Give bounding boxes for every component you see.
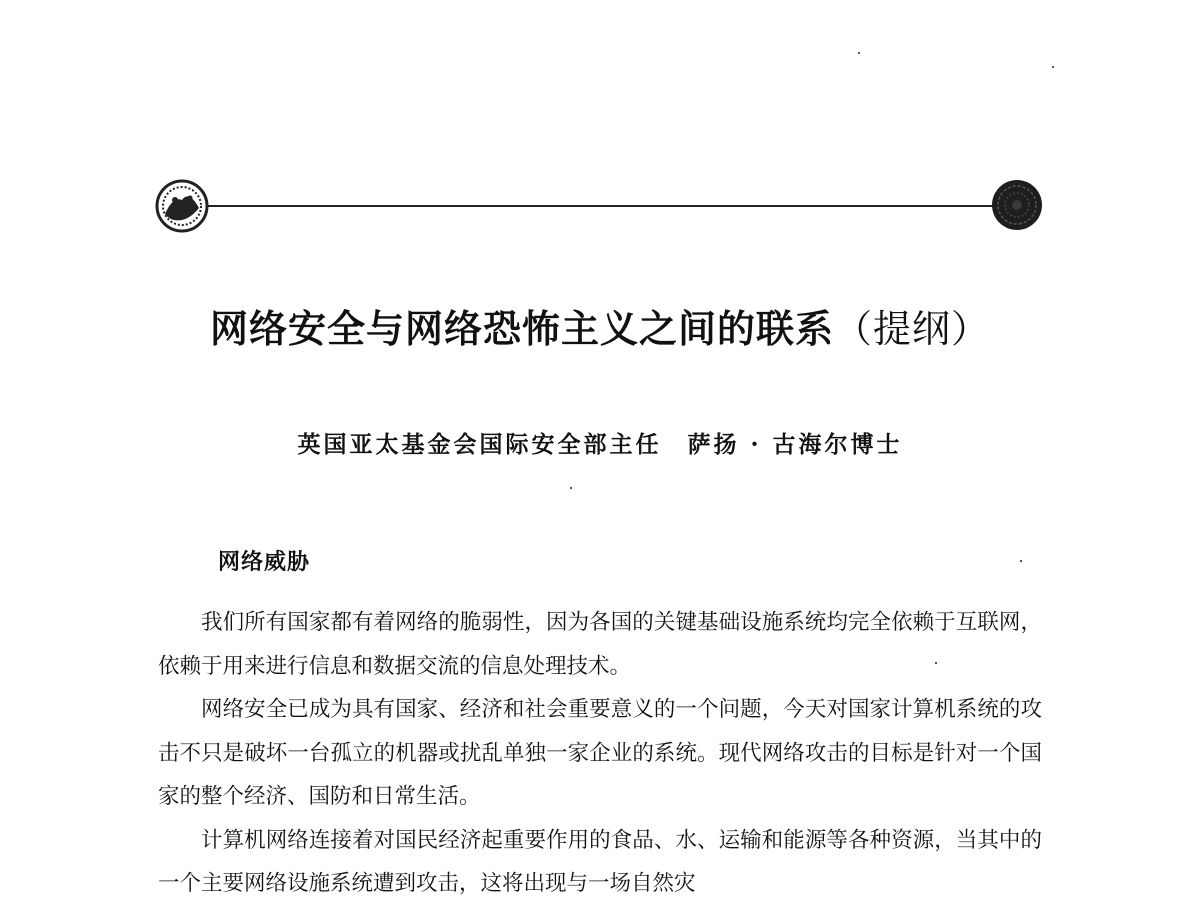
title-main: 网络安全与网络恐怖主义之间的联系 [209,306,834,351]
right-disc-icon [992,180,1042,230]
section-heading: 网络威胁 [218,550,311,575]
author-name: 萨扬 · 古海尔博士 [687,431,903,458]
header-ornament-rule [155,178,1045,234]
paragraph-3: 计算机网络连接着对国民经济起重要作用的食品、水、运输和能源等各种资源，当其中的一个主要网络设施系统遭到攻击，这将出现与一场自然灾 [158,827,1042,896]
title-subtitle: （提纲） [834,307,991,351]
author-byline [0,426,1200,459]
body-text [158,601,1042,898]
paragraph-2: 网络安全已成为具有国家、经济和社会重要意义的一个问题，今天对国家计算机系统的攻击不只是破坏一台孤立的机器或扰乱单独一家企业的系统。现代网络攻击的目标是针对一个国家的整个经济、国防和日常生活。 [158,697,1042,809]
page-title [0,298,1200,353]
paragraph-1: 我们所有国家都有着网络的脆弱性，因为各国的关键基础设施系统均完全依赖于互联网，依赖于用来进行信息和数据交流的信息处理技术。 [158,610,1042,679]
author-affiliation: 英国亚太基金会国际安全部主任 [297,431,662,458]
left-seal-icon [157,181,207,231]
